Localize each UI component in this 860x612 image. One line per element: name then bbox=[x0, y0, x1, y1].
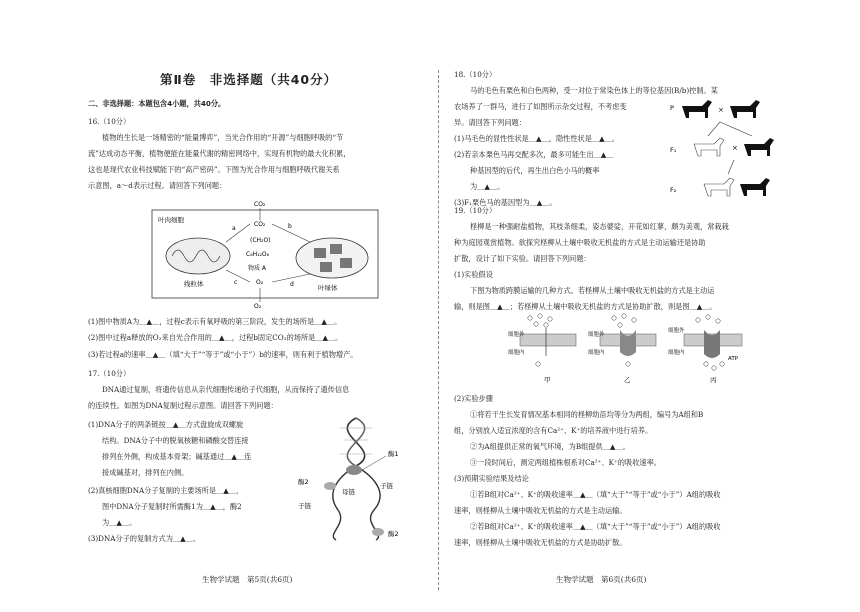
enzyme2-left-label: 酶2 bbox=[298, 478, 309, 486]
q17-sub3: (3)DNA分子的复制方式为＿▲＿。 bbox=[88, 534, 201, 543]
grana-stack bbox=[320, 262, 332, 272]
inside-label: 细胞内 bbox=[668, 350, 685, 356]
dna-replication-diagram bbox=[296, 414, 416, 542]
parent-strand-label: 母链 bbox=[342, 488, 355, 496]
q19-steps-head: (2)实验步骤 bbox=[454, 394, 493, 403]
page-divider bbox=[438, 70, 439, 590]
co2-label: CO₂ bbox=[254, 221, 266, 228]
mitochondrion-shape bbox=[166, 238, 230, 274]
inside-label: 细胞内 bbox=[508, 350, 525, 356]
cell-label: 叶肉细胞 bbox=[158, 216, 184, 224]
gen-f1-label: F₁ bbox=[670, 146, 677, 154]
q18-sub2-line: (2)若亲本栗色马再交配多次，最多可能生出＿▲＿ bbox=[454, 150, 614, 159]
panel-jia bbox=[508, 314, 576, 384]
q16-para-line: 示意图，a～d表示过程。请回答下列问题： bbox=[88, 181, 227, 190]
q18-sub2-line: 种基因型的后代，再生出白色小马的概率 bbox=[470, 166, 600, 175]
cross-symbol: × bbox=[718, 106, 724, 114]
grana-stack bbox=[314, 248, 326, 258]
section-instruction: 二、非选择题：本题包含4小题，共40分。 bbox=[88, 99, 226, 108]
q17-sub2-line: 图中DNA分子复制时所需酶1为＿▲＿，酶2 bbox=[102, 502, 242, 511]
enzyme2-blob bbox=[372, 528, 384, 536]
q17-sub1-line: 接成碱基对，排列在内侧。 bbox=[102, 468, 189, 477]
panel-bing bbox=[668, 315, 742, 384]
q17-head: 17.（10分） bbox=[88, 369, 131, 378]
q17-sub1-line: (1)DNA分子的两条链按＿▲＿方式盘旋成双螺旋 bbox=[88, 420, 244, 429]
panel-yi-label: 乙 bbox=[624, 376, 631, 384]
child-strand-left-label: 子链 bbox=[298, 502, 311, 510]
q18-sub1: (1)马毛色的显性性状是＿▲＿，隐性性状是＿▲＿。 bbox=[454, 134, 619, 143]
horse-cross-diagram bbox=[668, 92, 786, 200]
q19-step-line: ②为A组提供正常的氧气环境，为B组提供＿▲＿。 bbox=[470, 442, 630, 451]
q19-result-line: 速率，则柽柳从土壤中吸收无机盐的方式是主动运输。 bbox=[454, 506, 627, 515]
q19-hyp-line: 输，则是图＿▲＿；若柽柳从土壤中吸收无机盐的方式是协助扩散，则是图＿▲＿。 bbox=[454, 302, 717, 311]
panel-bing-label: 丙 bbox=[710, 376, 717, 384]
q19-step-line: ①将若干生长发育情况基本相同的柽柳幼苗均等分为两组，编号为A组和B bbox=[470, 410, 704, 419]
chestnut-horse-icon bbox=[682, 100, 712, 118]
section-title: 第Ⅱ卷 非选择题（共40分） bbox=[160, 72, 338, 87]
white-horse-icon bbox=[704, 178, 734, 196]
q19-head: 19.（10分） bbox=[454, 206, 497, 215]
q19-result-line: ②若B组对Ca²⁺、K⁺的吸收速率＿▲＿（填“大于”“等于”或“小于”）A组的吸收 bbox=[470, 522, 721, 531]
q19-para-line: 扩散，设计了如下实验。请回答下列问题： bbox=[454, 254, 591, 263]
q18-para-line: 马的毛色有栗色和白色两种，受一对位于常染色体上的等位基因(B/b)控制。某 bbox=[470, 86, 718, 95]
white-horse-icon bbox=[694, 138, 724, 156]
process-b-label: b bbox=[288, 223, 292, 230]
co2-top-label: CO₂ bbox=[254, 201, 266, 208]
panel-yi bbox=[588, 314, 656, 384]
inside-label: 细胞内 bbox=[588, 350, 605, 356]
o2-bottom-label: O₂ bbox=[254, 303, 262, 310]
left-footer: 生物学试题 第5页(共6页) bbox=[202, 575, 293, 584]
q19-result-line: ①若B组对Ca²⁺、K⁺的吸收速率＿▲＿（填“大于”“等于”或“小于”）A组的吸收 bbox=[470, 490, 721, 499]
q16-para-line: 流”达成动态平衡，植物便能在能量代谢的精密网络中，实现有机物的最大化积累， bbox=[88, 149, 351, 158]
q19-para-line: 柽柳是一种强耐盐植物，其枝条细柔，姿态婆娑，开花如红蓼，颇为美观，常栽栽 bbox=[470, 222, 729, 231]
q17-sub1-line: 排列在外侧，构成基本骨架；碱基通过＿▲＿连 bbox=[102, 452, 252, 461]
q18-para-line: 农场养了一群马，进行了如图所示杂交过程，不考虑变 bbox=[454, 102, 627, 111]
chestnut-horse-icon bbox=[740, 178, 770, 196]
q19-result-line: 速率，则柽柳从土壤中吸收无机盐的方式是协助扩散。 bbox=[454, 538, 627, 547]
chloroplast-label: 叶绿体 bbox=[318, 284, 338, 292]
gen-f2-label: F₂ bbox=[670, 186, 677, 194]
q18-head: 18.（10分） bbox=[454, 70, 497, 79]
chestnut-horse-icon bbox=[744, 138, 774, 156]
outside-label: 细胞外 bbox=[668, 328, 685, 334]
q19-hyp-head: (1)实验假设 bbox=[454, 270, 493, 279]
q16-sub1: (1)图中物质A为＿▲＿，过程c表示有氧呼吸的第三阶段，发生的场所是＿▲＿。 bbox=[88, 317, 342, 326]
ch2o-label: (CH₂O) bbox=[250, 237, 271, 244]
q18-para-line: 异。请回答下列问题： bbox=[454, 118, 526, 127]
enzyme2-blob bbox=[324, 482, 336, 490]
q17-para-line: DNA通过复制，将遗传信息从亲代细胞传递给子代细胞，从而保持了遗传信息 bbox=[102, 385, 350, 394]
gen-p-label: P bbox=[670, 104, 674, 112]
q17-para-line: 的连续性。如图为DNA复制过程示意图。请回答下列问题： bbox=[88, 401, 278, 410]
panel-jia-label: 甲 bbox=[544, 376, 551, 384]
right-footer: 生物学试题 第6页(共6页) bbox=[556, 575, 647, 584]
outside-label: 细胞外 bbox=[588, 332, 605, 338]
q19-step-line: 组，分别放入适宜浓度的含有Ca²⁺、K⁺的培养液中进行培养。 bbox=[454, 426, 653, 435]
q17-sub2-line: (2)真核细胞DNA分子复制的主要场所是＿▲＿， bbox=[88, 486, 244, 495]
o2-label: O₂ bbox=[256, 279, 264, 286]
q16-para-line: 这也是现代农业科技赋能下的“高产密码”。下图为光合作用与细胞呼吸代谢关系 bbox=[88, 165, 340, 174]
outside-label: 细胞外 bbox=[508, 332, 525, 338]
q17-sub2-line: 为＿▲＿。 bbox=[102, 518, 137, 527]
parent-strand bbox=[347, 418, 364, 466]
grana-stack bbox=[340, 258, 352, 268]
q16-para-line: 植物的生长是一场精密的“能量博弈”，当光合作用的“开源”与细胞呼吸的“节 bbox=[102, 133, 344, 142]
q19-result-head: (3)预期实验结果及结论 bbox=[454, 474, 529, 483]
enzyme2-bottom-label: 酶2 bbox=[388, 530, 399, 538]
enzyme1-blob bbox=[346, 465, 362, 475]
process-c-label: c bbox=[234, 279, 238, 286]
process-d-label: d bbox=[290, 281, 294, 288]
substance-a-label: 物质 A bbox=[248, 265, 267, 272]
cross-symbol: × bbox=[732, 144, 738, 152]
q19-para-line: 种为庭园观赏植物。欲探究柽柳从土壤中吸收无机盐的方式是主动运输还是协助 bbox=[454, 238, 706, 247]
enzyme1-label: 酶1 bbox=[388, 450, 399, 458]
grana-stack bbox=[330, 244, 342, 254]
child-strand-right-label: 子链 bbox=[380, 482, 393, 490]
q18-sub3: (3)F₁栗色马的基因型为＿▲＿。 bbox=[454, 198, 557, 207]
metabolism-diagram bbox=[150, 198, 380, 310]
process-a-label: a bbox=[232, 225, 236, 232]
mitochondrion-label: 线粒体 bbox=[184, 280, 204, 288]
atp-label: ATP bbox=[728, 356, 739, 362]
left-daughter-strand bbox=[333, 466, 356, 540]
q17-sub1-line: 结构。DNA分子中的脱氧核糖和磷酸交替连接 bbox=[102, 436, 249, 445]
q16-sub2: (2)图中过程a释放的O₂来自光合作用的＿▲＿，过程b固定CO₂的场所是＿▲＿。 bbox=[88, 333, 343, 342]
q19-hyp-line: 下图为物质跨膜运输的几种方式。若柽柳从土壤中吸收无机盐的方式是主动运 bbox=[470, 286, 715, 295]
membrane-transport-figure bbox=[508, 312, 748, 386]
glucose-label: C₆H₁₂O₆ bbox=[246, 251, 270, 258]
q18-sub2-line: 为＿▲＿。 bbox=[470, 182, 505, 191]
chestnut-horse-icon bbox=[730, 100, 760, 118]
q16-head: 16.（10分） bbox=[88, 117, 131, 126]
membrane bbox=[520, 334, 576, 346]
q19-step-line: ③一段时间后，测定两组植株根系对Ca²⁺、K⁺的吸收速率。 bbox=[470, 458, 661, 467]
q16-sub3: (3)若过程a的速率＿▲＿（填“大于”“等于”或“小于”）b的速率，则有利于植物增产。 bbox=[88, 350, 358, 359]
